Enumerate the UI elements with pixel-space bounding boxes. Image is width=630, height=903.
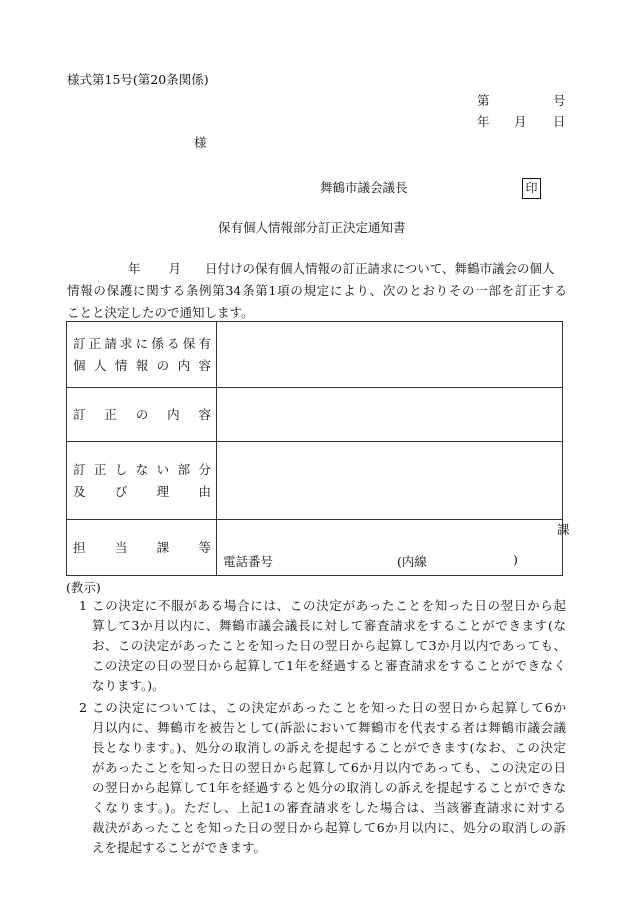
table-label-cell (67, 520, 217, 576)
body-paragraph (67, 258, 567, 324)
date-year-label: 年 (477, 114, 490, 129)
row-label-not-corrected-1: 訂正しない部分 (73, 461, 211, 477)
table-row (67, 442, 563, 520)
body-month-label: 月 (168, 261, 182, 276)
note-line: 算して3か月以内に、舞鶴市議会議長に対して審査請求をすることができます(な (92, 618, 566, 633)
note-item-1 (92, 596, 566, 696)
date-month-label: 月 (514, 114, 527, 129)
table-value-cell (217, 322, 563, 388)
contact-phone-label: 電話番号 (223, 554, 274, 569)
form-number: 様式第15号(第20条関係) (67, 72, 209, 87)
document-number-prefix: 第 (477, 93, 490, 108)
note-line: この決定については、この決定があったことを知った日の翌日から起算して6か (92, 700, 566, 715)
note-line: なります。)。 (92, 678, 165, 693)
table-label-cell (67, 322, 217, 388)
contact-phone-row (223, 552, 518, 570)
date-day-label: 日 (553, 114, 566, 129)
body-line-1-text: 日付けの保有個人情報の訂正請求について、舞鶴市議会の個人 (205, 261, 555, 276)
contact-extension-label: (内線 (397, 554, 427, 569)
table-row (67, 520, 563, 576)
note-number: 1 (79, 598, 87, 613)
issuer-name: 舞鶴市議会議長 (320, 180, 408, 195)
note-line: 裁決があったことを知った日の翌日から起算して6か月以内に、処分の取消しの訴 (92, 820, 566, 835)
addressee-suffix: 様 (194, 135, 207, 150)
note-line: の翌日から起算して1年を経過すると処分の取消しの訴えを提起することができな (92, 780, 566, 795)
table-value-cell (217, 520, 570, 576)
note-line: お、この決定があったことを知った日の翌日から起算して3か月以内であっても、 (92, 638, 566, 653)
document-number-suffix: 号 (553, 93, 566, 108)
body-line-2: 情報の保護に関する条例第34条第1項の規定により、次のとおりその一部を訂正する (67, 283, 567, 298)
note-line: えを提起することができます。 (92, 840, 267, 855)
row-label-correction-content: 訂正の内容 (73, 406, 211, 422)
row-label-request-info-2: 個人情報の内容 (73, 357, 211, 373)
table-row (67, 322, 563, 388)
body-year-label: 年 (128, 261, 141, 276)
table-value-cell (217, 442, 563, 520)
table-label-cell (67, 388, 217, 442)
note-line: くなります。)。ただし、上記1の審査請求をした場合は、当該審査請求に対する (92, 800, 566, 815)
note-number: 2 (79, 700, 87, 715)
note-line: この決定に不服がある場合には、この決定があったことを知った日の翌日から起 (92, 598, 566, 613)
document-title: 保有個人情報部分訂正決定通知書 (218, 220, 406, 235)
note-item-2 (92, 698, 566, 858)
contact-section-label: 課 (557, 522, 570, 537)
note-line: 長となります。)、処分の取消しの訴えを提起することができます(なお、この決定 (92, 740, 566, 755)
note-line: があったことを知った日の翌日から起算して6か月以内であっても、この決定の日 (92, 760, 566, 775)
info-table (66, 321, 570, 576)
note-line: この決定の日の翌日から起算して1年を経過すると審査請求をすることができなく (92, 658, 566, 673)
row-label-request-info-1: 訂正請求に係る保有 (73, 335, 211, 351)
body-line-1 (67, 258, 567, 280)
table-label-cell (67, 442, 217, 520)
row-label-department: 担当課等 (73, 539, 211, 555)
contact-extension-close: ) (513, 552, 518, 567)
note-line: 月以内に、舞鶴市を被告として(訴訟において舞鶴市を代表する者は舞鶴市議会議 (92, 720, 566, 735)
seal-stamp: 印 (522, 178, 541, 199)
body-line-3: ことと決定したので通知します。 (67, 305, 254, 320)
table-row (67, 388, 563, 442)
row-label-not-corrected-2: 及び理由 (73, 483, 211, 499)
table-value-cell (217, 388, 563, 442)
notes-heading: (教示) (66, 580, 101, 595)
